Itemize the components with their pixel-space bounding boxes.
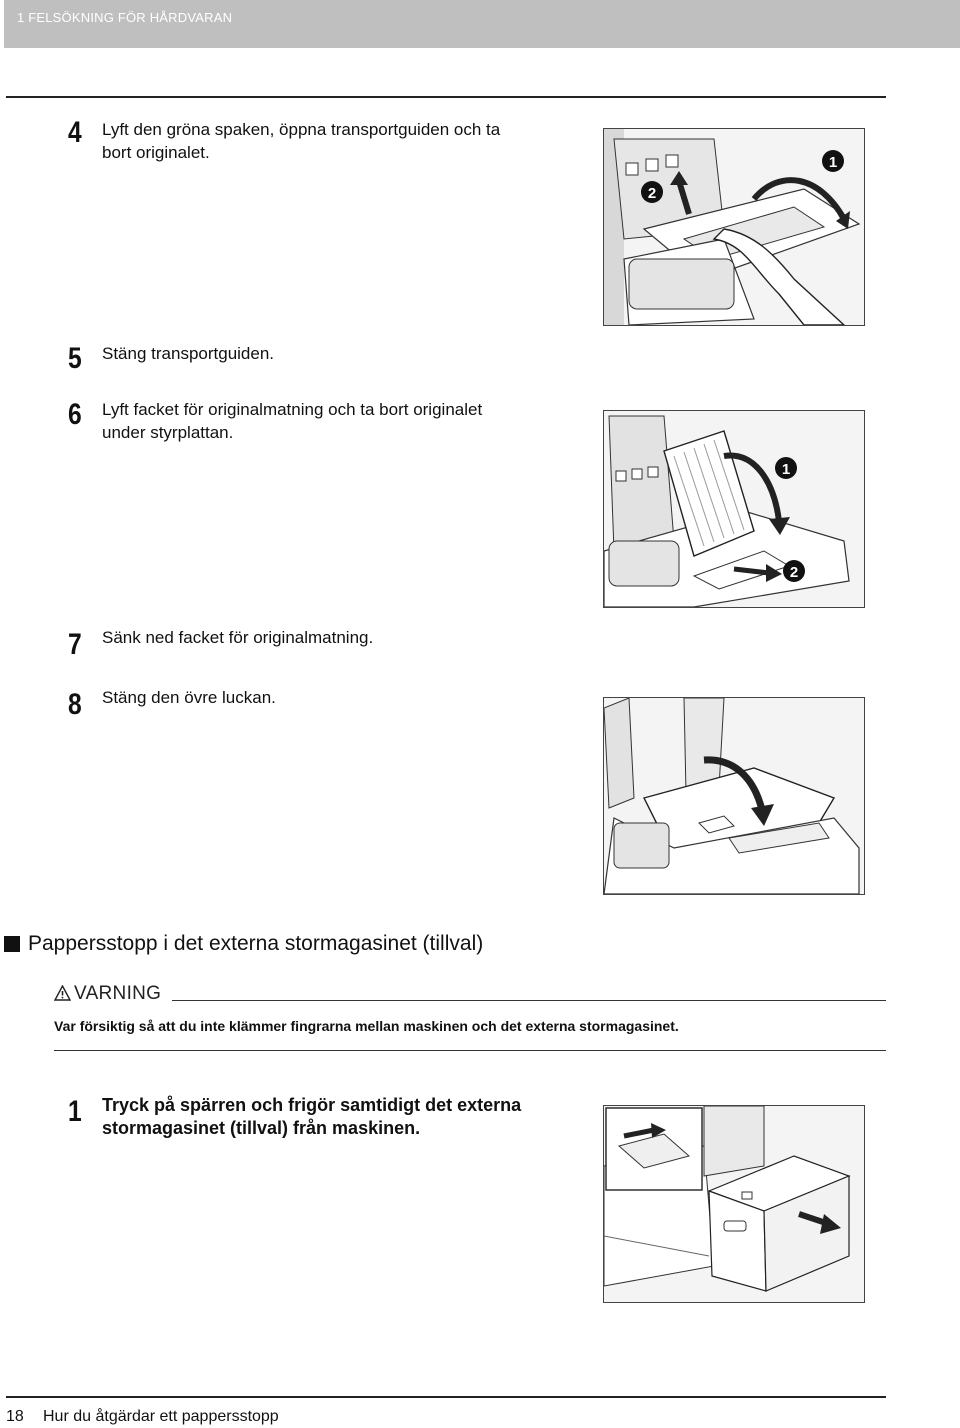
callout-1: 1 <box>781 461 791 478</box>
chapter-title: 1 FELSÖKNING FÖR HÅRDVARAN <box>17 10 233 25</box>
warning-bottom-divider <box>54 1050 886 1051</box>
step-text <box>102 398 482 444</box>
step-text-line: Lyft facket för originalmatning och ta bort originalet <box>102 400 483 419</box>
callout-2: 2 <box>647 185 657 202</box>
step-text: Stäng den övre luckan. <box>102 688 276 707</box>
warning-divider <box>172 1000 886 1001</box>
step-text-line: stormagasinet (tillval) från maskinen. <box>102 1118 421 1138</box>
illustration-external-feeder <box>604 1106 864 1302</box>
figure-open-transport-guide <box>603 128 865 326</box>
step-number: 8 <box>68 688 82 721</box>
warning-triangle-icon <box>54 985 71 1001</box>
step-text <box>102 1094 521 1140</box>
illustration-top-cover <box>604 698 864 894</box>
figure-lift-feed-tray <box>603 410 865 608</box>
step-number: 7 <box>68 628 82 661</box>
footer-divider <box>6 1396 886 1398</box>
section-title: Pappersstopp i det externa stormagasinet (tillval) <box>28 932 484 955</box>
page-number: 18 <box>6 1408 24 1425</box>
step-text-line: Tryck på spärren och frigör samtidigt det externa <box>102 1095 522 1115</box>
top-divider <box>6 96 886 98</box>
chapter-header-bar <box>4 0 960 48</box>
footer-title: Hur du åtgärdar ett pappersstopp <box>43 1408 279 1425</box>
step-text-line: bort originalet. <box>102 143 210 162</box>
step-text <box>102 118 500 164</box>
figure-release-large-capacity-feeder <box>603 1105 865 1303</box>
warning-title: VARNING <box>74 983 162 1004</box>
step-text-line: Lyft den gröna spaken, öppna transportguiden och ta <box>102 120 501 139</box>
step-text: Stäng transportguiden. <box>102 344 275 363</box>
illustration-transport-guide <box>604 129 864 325</box>
warning-text: Var försiktig så att du inte klämmer fingrarna mellan maskinen och det externa stormagasinet. <box>54 1018 679 1034</box>
step-number: 6 <box>68 398 82 431</box>
step-number: 1 <box>68 1095 82 1128</box>
figure-close-top-cover <box>603 697 865 895</box>
callout-1: 1 <box>828 154 838 171</box>
step-text: Sänk ned facket för originalmatning. <box>102 628 374 647</box>
step-number: 5 <box>68 342 82 375</box>
section-bullet <box>4 936 20 952</box>
illustration-feed-tray <box>604 411 864 607</box>
step-number: 4 <box>68 116 82 149</box>
callout-2: 2 <box>789 564 799 581</box>
step-text-line: under styrplattan. <box>102 423 234 442</box>
